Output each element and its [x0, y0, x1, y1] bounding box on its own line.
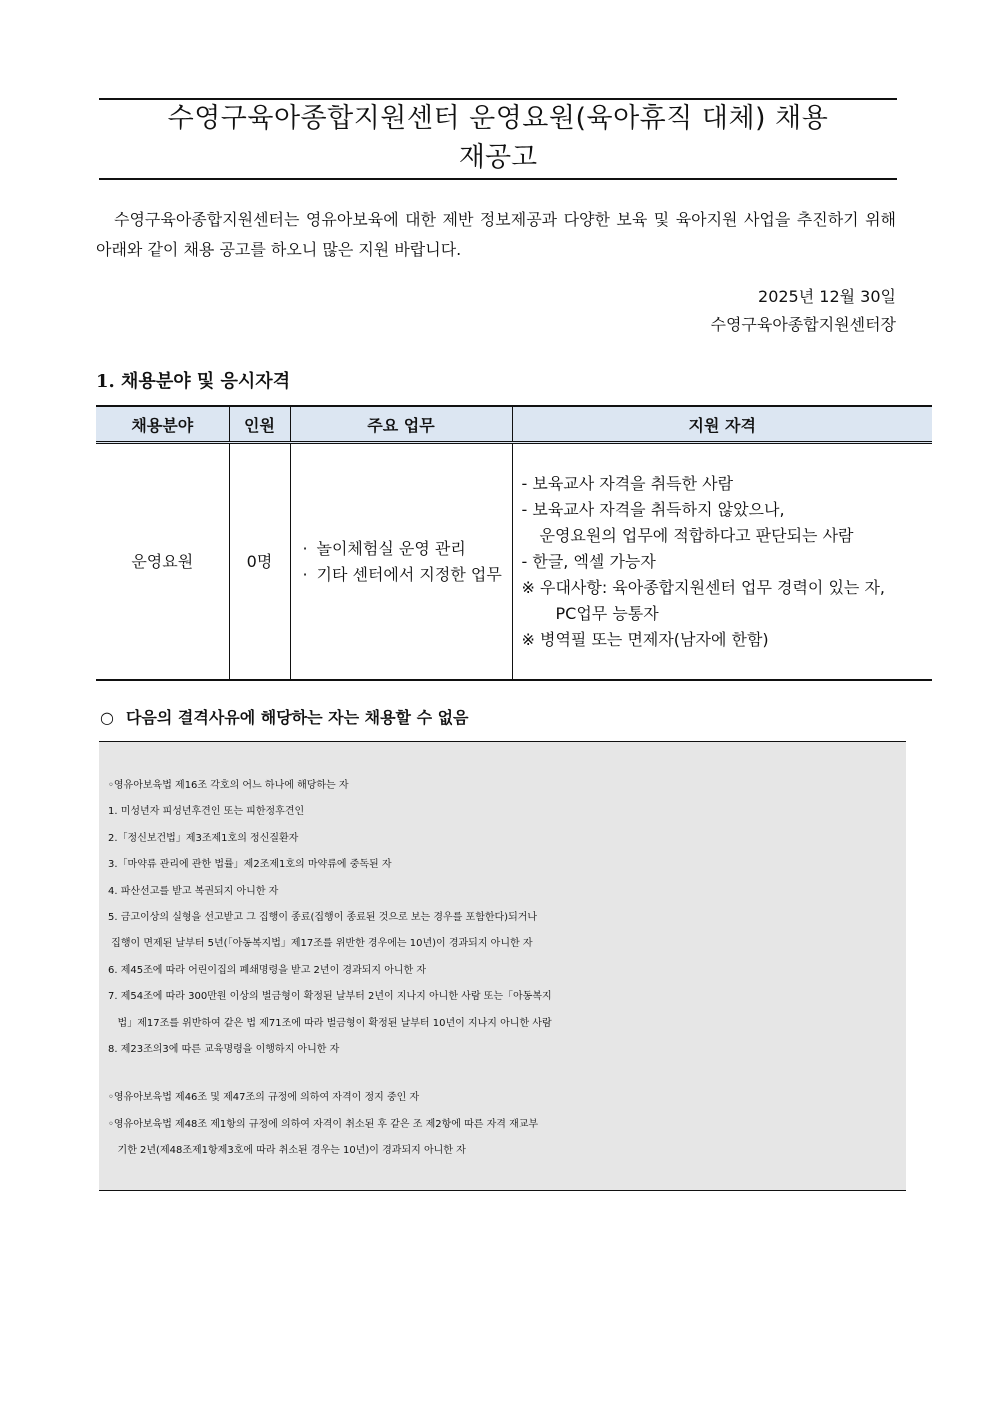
list-item: 법」제17조를 위반하여 같은 법 제71조에 따라 벌금형이 확정된 날부터 10년이 지나지 아니한 사람	[108, 1017, 552, 1029]
notice-signer: 수영구육아종합지원센터장	[710, 315, 896, 334]
disqualification-box	[99, 741, 906, 1191]
header-duties: 주요 업무	[290, 406, 512, 443]
list-item: 1. 미성년자 피성년후견인 또는 피한정후견인	[108, 806, 305, 818]
cell-count: 0명	[229, 443, 290, 681]
list-item: 3.「마약류 관리에 관한 법률」제2조제1호의 마약류에 중독된 자	[108, 859, 392, 871]
notice-date: 2025년 12월 30일	[758, 287, 896, 306]
spacer	[108, 1063, 903, 1085]
list-item: 기한 2년(제48조제1항제3호에 따라 취소된 경우는 10년)이 경과되지 아니한 자	[108, 1145, 466, 1157]
list-item: 8. 제23조의3에 따른 교육명령을 이행하지 아니한 자	[108, 1044, 340, 1056]
list-item: ※ 병역필 또는 면제자(남자에 한함)	[521, 629, 769, 649]
disqualification-heading	[100, 705, 469, 731]
list-item: 4. 파산선고를 받고 복권되지 아니한 자	[108, 885, 279, 897]
title-box	[99, 98, 897, 180]
intro-paragraph: 수영구육아종합지원센터는 영유아보육에 대한 제반 정보제공과 다양한 보육 및 육아지원 사업을 추진하기 위해 아래와 같이 채용 공고를 하오니 많은 지원 바랍니다.	[96, 210, 896, 259]
header-qualifications: 지원 자격	[512, 406, 932, 443]
page-title: 수영구육아종합지원센터 운영요원(육아휴직 대체) 채용	[167, 103, 829, 134]
list-item: ◦영유아보육법 제16조 각호의 어느 하나에 해당하는 자	[108, 780, 349, 791]
bullet-marker: ○	[100, 708, 114, 727]
disqualification-list	[108, 773, 903, 1165]
list-item: 7. 제54조에 따라 300만원 이상의 벌금형이 확정된 날부터 2년이 지나지 아니한 사람 또는「아동복지	[108, 991, 552, 1003]
duty-list	[291, 536, 512, 588]
list-item: ※ 우대사항: 육아종합지원센터 업무 경력이 있는 자,	[521, 577, 886, 597]
list-item: 2.「정신보건법」제3조제1호의 정신질환자	[108, 832, 299, 844]
cell-duties	[290, 443, 512, 681]
cell-qualifications	[512, 443, 932, 681]
table-header-row	[96, 406, 932, 443]
list-item: ◦영유아보육법 제46조 및 제47조의 규정에 의하여 자격이 정지 중인 자	[108, 1092, 420, 1104]
list-item: 5. 금고이상의 실형을 선고받고 그 집행이 종료(집행이 종료된 것으로 보는 경우를 포함한다)되거나	[108, 912, 538, 924]
list-item: 운영요원의 업무에 적합하다고 판단되는 사람	[539, 525, 854, 545]
disqualification-heading-text: 다음의 결격사유에 해당하는 자는 채용할 수 없음	[125, 708, 469, 727]
header-field: 채용분야	[96, 406, 229, 443]
list-item: - 보육교사 자격을 취득하지 않았으나,	[521, 499, 785, 519]
list-item: PC업무 능통자	[555, 603, 659, 623]
list-item: 집행이 면제된 날부터 5년(「아동복지법」제17조를 위반한 경우에는 10년)이 경과되지 아니한 자	[108, 938, 533, 950]
section-title: 1. 채용분야 및 응시자격	[96, 371, 291, 392]
qualification-list	[513, 471, 933, 653]
list-item: · 놀이체험실 운영 관리	[301, 536, 512, 562]
cell-field: 운영요원	[96, 443, 229, 681]
list-item: 6. 제45조에 따라 어린이집의 폐쇄명령을 받고 2년이 경과되지 아니한 자	[108, 964, 427, 976]
table-row	[96, 443, 932, 681]
page-title-line2: 재공고	[458, 142, 538, 173]
list-item: ◦영유아보육법 제48조 제1항의 규정에 의하여 자격이 취소된 후 같은 조 제2항에 따른 자격 재교부	[108, 1118, 539, 1130]
list-item: - 한글, 엑셀 가능자	[521, 551, 656, 571]
header-count: 인원	[229, 406, 290, 443]
recruit-table	[96, 405, 932, 681]
list-item: - 보육교사 자격을 취득한 사람	[521, 473, 734, 493]
list-item: · 기타 센터에서 지정한 업무	[301, 562, 512, 588]
